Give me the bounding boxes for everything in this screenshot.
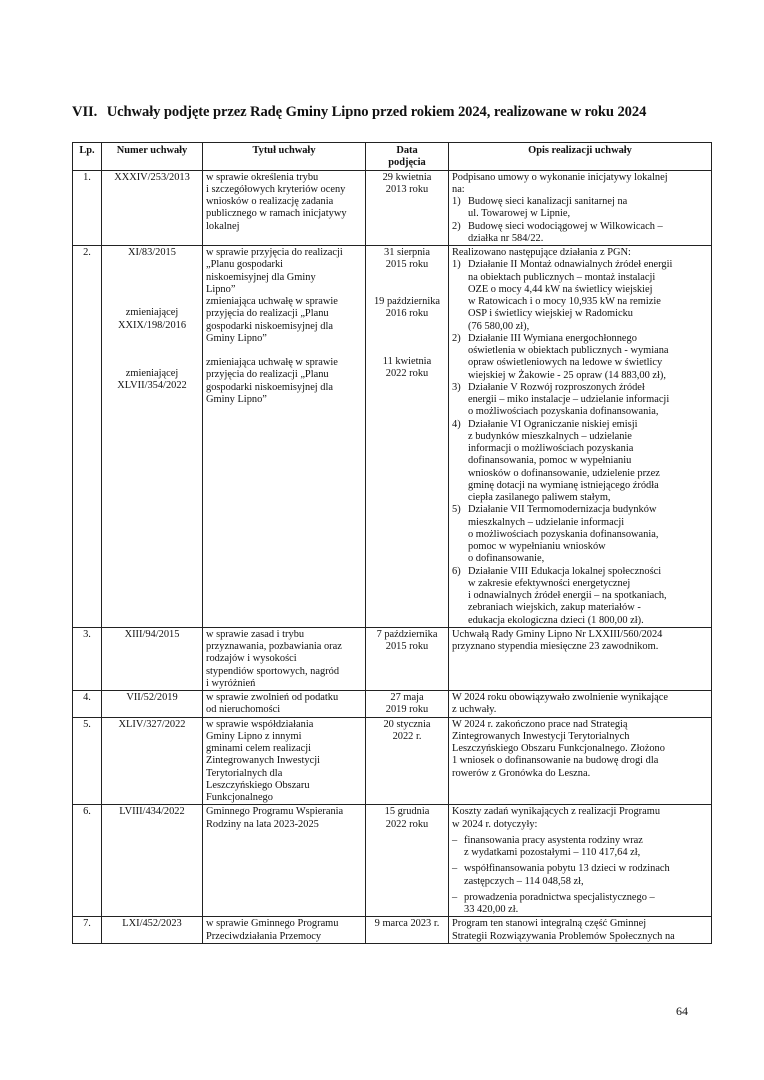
text-line: przyjęcia do realizacji „Planu (206, 308, 329, 320)
text-line: edukacja ekologiczna dzieci (1 800,00 zł). (468, 614, 644, 626)
text-line: Terytorialnych dla (206, 767, 283, 779)
text-line: stypendiów sportowych, nagród (206, 665, 340, 677)
cell-opis (449, 691, 712, 718)
cell-tytul (203, 691, 366, 718)
list-item (452, 863, 708, 888)
text-line: wiejskiej w Żakowie - 25 opraw (14 883,00 zł), (468, 369, 666, 381)
text-line: Podpisano umowy o wykonanie inicjatywy lokalnej (452, 171, 668, 183)
table-row (73, 917, 712, 944)
text-line: od nieruchomości (206, 704, 281, 716)
text-line: Budowę sieci wodociągowej w Wilkowicach – (468, 220, 663, 232)
cell-data (366, 691, 449, 718)
list-marker: 4) (452, 418, 461, 430)
list-item (452, 892, 708, 917)
text-line: o możliwościach pozyskania dofinansowania, (468, 406, 659, 418)
text-line: Zintegrowanych Inwestycji Terytorialnych (452, 730, 630, 742)
header-tytul: Tytuł uchwały (203, 143, 366, 171)
text-line: Koszty zadań wynikających z realizacji Programu (452, 806, 661, 818)
text-line: wniosków o dofinansowanie, udzielenie przez (468, 467, 660, 479)
text-line: 29 kwietnia (382, 171, 432, 183)
text-line: rowerów z Gronówka do Leszna. (452, 767, 591, 779)
text-line: Działanie VII Termomodernizacja budynków (468, 504, 657, 516)
text-line: opraw oświetleniowych na ledowe w świetlicy (468, 357, 663, 369)
text-line: w sprawie określenia trybu (206, 171, 319, 183)
text-line: z wydatkami pozostałymi – 110 417,64 zł, (464, 847, 641, 858)
table-row (73, 805, 712, 917)
text-line: w sprawie zasad i trybu (206, 628, 305, 640)
text-line: dofinansowania, pomoc w wypełnianiu (468, 455, 632, 467)
text-line: 27 maja (390, 692, 424, 703)
text-line: Rodziny na lata 2023-2025 (206, 818, 319, 830)
text-line: 2015 roku (385, 641, 429, 652)
text-line: zebraniach wiejskich, zakup materiałów - (468, 602, 641, 614)
text-line: Funkcjonalnego (206, 792, 273, 803)
text-line: Lipno” (206, 283, 236, 295)
text-line: Działanie V Rozwój rozproszonych źródeł (468, 381, 645, 393)
text-line: W 2024 r. zakończono prace nad Strategią (452, 718, 628, 730)
section-title: Uchwały podjęte przez Radę Gminy Lipno przed rokiem 2024, realizowane w roku 2024 (106, 104, 647, 120)
list-marker: 1) (452, 259, 461, 271)
cell-numer: XXXIV/253/2013 (102, 170, 203, 246)
text-line: mieszkalnych – udzielanie informacji (468, 516, 625, 528)
text-line: Działanie VIII Edukacja lokalnej społeczności (468, 565, 662, 577)
text-line: (76 580,00 zł), (468, 320, 530, 332)
text-line: 2019 roku (385, 704, 429, 716)
text-line: Zintegrowanych Inwestycji (206, 755, 320, 767)
text-line: prowadzenia poradnictwa specjalistycznego – (464, 891, 655, 903)
text-line: Gminy Lipno” (206, 393, 267, 405)
cell-lp: 1. (73, 170, 102, 246)
cell-lp: 6. (73, 805, 102, 917)
cell-data (366, 246, 449, 628)
text-line: przyznano stypendia miesięczne 23 zawodnikom. (452, 641, 659, 652)
page-number: 64 (676, 1004, 688, 1018)
cell-opis (449, 170, 712, 246)
text-line: i odnawialnych źródeł energii – na spotkaniach, (468, 590, 667, 601)
text-line: Leszczyńskiego Obszaru (206, 779, 310, 791)
text-line: zmieniająca uchwałę w sprawie (206, 296, 338, 307)
text-line: Realizowano następujące działania z PGN: (452, 247, 631, 258)
text-line: oświetlenia w obiektach publicznych - wymiana (468, 345, 669, 356)
text-line: gminę dotacji na wymianę istniejącego źródła (468, 479, 659, 491)
text-line: niskoemisyjnej dla Gminy (206, 271, 316, 283)
cell-numer: VII/52/2019 (102, 691, 203, 718)
text-line: współfinansowania pobytu 13 dzieci w rodzinach (464, 863, 670, 875)
cell-data (366, 805, 449, 917)
cell-lp: 7. (73, 917, 102, 944)
list-item (452, 566, 708, 627)
text-line: Leszczyńskiego Obszaru Funkcjonalnego. Złożono (452, 743, 665, 754)
text-line: o możliwościach pozyskania dofinansowania, (468, 528, 659, 540)
table-row (73, 246, 712, 628)
list-marker: – (452, 891, 458, 903)
cell-data (366, 170, 449, 246)
header-lp: Lp. (73, 143, 102, 171)
cell-numer: LVIII/434/2022 (102, 805, 203, 917)
section-number: VII. (72, 104, 98, 120)
text-line: 31 sierpnia (384, 247, 430, 258)
list-marker: 2) (452, 332, 461, 344)
text-line: OSP i świetlicy wiejskiej w Radomicku (468, 308, 633, 320)
table-row (73, 691, 712, 718)
header-numer: Numer uchwały (102, 143, 203, 171)
text-line: 19 października (373, 295, 441, 307)
text-line: na obiektach publicznych – montaż instalacji (468, 271, 656, 283)
text-line: Budowę sieci kanalizacji sanitarnej na (468, 196, 628, 207)
text-line: Uchwałą Rady Gminy Lipno Nr LXXIII/560/2024 (452, 628, 663, 640)
text-line: w sprawie współdziałania (206, 718, 314, 730)
text-line: 2022 roku (385, 368, 429, 380)
text-line: gminami celem realizacji (206, 743, 312, 754)
cell-tytul (203, 717, 366, 805)
text-line: pomoc w wypełnianiu wniosków (468, 541, 606, 552)
cell-lp: 5. (73, 717, 102, 805)
text-line: 9 marca 2023 r. (374, 918, 440, 930)
text-line: przyznawania, pozbawiania oraz (206, 641, 342, 652)
cell-data (366, 627, 449, 690)
cell-numer: XIII/94/2015 (102, 627, 203, 690)
list-item (452, 333, 708, 382)
text-line: publicznego w ramach inicjatywy (206, 208, 347, 220)
text-line: i wyróżnień (206, 677, 256, 689)
cell-numer: XLIV/327/2022 (102, 717, 203, 805)
list-marker: 3) (452, 381, 461, 393)
text-line: na: (452, 183, 465, 195)
cell-tytul (203, 246, 366, 628)
text-line: XLVII/354/2022 (117, 380, 187, 391)
list-marker: – (452, 863, 458, 875)
text-line: gospodarki niskoemisyjnej dla (206, 320, 333, 332)
cell-lp: 3. (73, 627, 102, 690)
text-line: informacji o możliwościach pozyskania (468, 443, 634, 454)
text-line: 33 420,00 zł. (464, 904, 519, 915)
text-line: w sprawie przyjęcia do realizacji (206, 247, 343, 258)
text-line: Gminy Lipno” (206, 332, 267, 344)
list-item (452, 419, 708, 505)
cell-opis (449, 717, 712, 805)
list-item (452, 196, 708, 221)
text-line: lokalnej (206, 220, 240, 232)
list-marker: 1) (452, 196, 461, 207)
text-line: ul. Towarowej w Lipnie, (468, 208, 571, 220)
cell-opis (449, 246, 712, 628)
text-line: działka nr 584/22. (468, 232, 544, 244)
text-line: Gminy Lipno z innymi (206, 730, 302, 742)
cell-numer: LXI/452/2023 (102, 917, 203, 944)
text-line: 20 stycznia (383, 718, 431, 730)
text-line: Program ten stanowi integralną część Gminnej (452, 918, 647, 930)
list-item (452, 259, 708, 333)
text-line: wniosków o realizację zadania (206, 196, 334, 207)
table-header-row (73, 143, 712, 171)
text-line: gospodarki niskoemisyjnej dla (206, 381, 333, 393)
list-item (452, 835, 708, 860)
text-line: Działanie II Montaż odnawialnych źródeł energii (468, 259, 673, 271)
text-line: energii – miko instalacje – udzielanie informacji (468, 394, 670, 405)
text-line: ciepła zasilanego paliwem stałym, (468, 492, 611, 503)
list-marker: 6) (452, 565, 461, 577)
text-line: 2022 roku (385, 818, 429, 830)
cell-lp: 2. (73, 246, 102, 628)
list-marker: – (452, 834, 458, 846)
text-line: XXIX/198/2016 (117, 319, 187, 331)
text-line: w zakresie efektywności energetycznej (468, 577, 631, 589)
text-line: przyjęcia do realizacji „Planu (206, 369, 329, 381)
cell-lp: 4. (73, 691, 102, 718)
cell-data (366, 917, 449, 944)
header-data-line: Data (396, 145, 418, 156)
cell-data (366, 717, 449, 805)
text-line: Działanie III Wymiana energochłonnego (468, 332, 637, 344)
text-line: zmieniającej (125, 307, 179, 319)
header-data-line: podjęcia (388, 157, 426, 169)
text-line: 2022 r. (392, 730, 422, 742)
list-marker: 2) (452, 220, 461, 232)
text-line: 2016 roku (385, 307, 429, 319)
text-line: Przeciwdziałania Przemocy (206, 930, 322, 942)
text-line: 1 wniosek o dofinansowanie na budowę drogi dla (452, 755, 659, 767)
text-line: Strategii Rozwiązywania Problemów Społecznych na (452, 930, 675, 942)
text-line: rodzajów i wysokości (206, 653, 297, 665)
text-line: XI/83/2015 (128, 247, 176, 258)
text-line: o dofinansowanie, (468, 553, 545, 565)
text-line: OZE o mocy 4,44 kW na świetlicy wiejskiej (468, 283, 653, 295)
cell-opis (449, 627, 712, 690)
table-row (73, 717, 712, 805)
text-line: „Planu gospodarki (206, 259, 284, 271)
table-row (73, 170, 712, 246)
text-line: Działanie VI Ograniczanie niskiej emisji (468, 418, 638, 430)
text-line: finansowania pracy asystenta rodziny wraz (464, 834, 643, 846)
text-line: 2015 roku (385, 259, 429, 271)
text-line: W 2024 roku obowiązywało zwolnienie wynikające (452, 692, 668, 703)
cell-opis (449, 805, 712, 917)
text-line: 11 kwietnia (382, 356, 432, 367)
header-data (366, 143, 449, 171)
table-row (73, 627, 712, 690)
cell-tytul (203, 627, 366, 690)
text-line: zmieniającej (125, 367, 179, 379)
text-line: z budynków mieszkalnych – udzielanie (468, 430, 632, 442)
cell-tytul (203, 170, 366, 246)
header-opis: Opis realizacji uchwały (449, 143, 712, 171)
list-item (452, 221, 708, 246)
list-item (452, 382, 708, 419)
text-line: 7 października (376, 628, 438, 640)
text-line: w sprawie zwolnień od podatku (206, 692, 339, 703)
text-line: Gminnego Programu Wspierania (206, 806, 344, 818)
text-line: 2013 roku (385, 183, 429, 195)
text-line: zmieniająca uchwałę w sprawie (206, 357, 338, 368)
list-item (452, 504, 708, 565)
text-line: i szczegółowych kryteriów oceny (206, 183, 346, 195)
text-line: zastępczych – 114 048,58 zł, (464, 875, 584, 887)
cell-tytul (203, 917, 366, 944)
cell-numer (102, 246, 203, 628)
section-heading (72, 104, 732, 121)
text-line: w Ratowicach i o mocy 10,935 kW na remizie (468, 296, 661, 307)
text-line: w sprawie Gminnego Programu (206, 918, 339, 930)
cell-opis (449, 917, 712, 944)
text-line: z uchwały. (452, 704, 497, 716)
list-marker: 5) (452, 504, 461, 516)
resolutions-table (72, 142, 712, 944)
text-line: w 2024 r. dotyczyły: (452, 818, 538, 830)
text-line: 15 grudnia (384, 806, 430, 818)
cell-tytul (203, 805, 366, 917)
